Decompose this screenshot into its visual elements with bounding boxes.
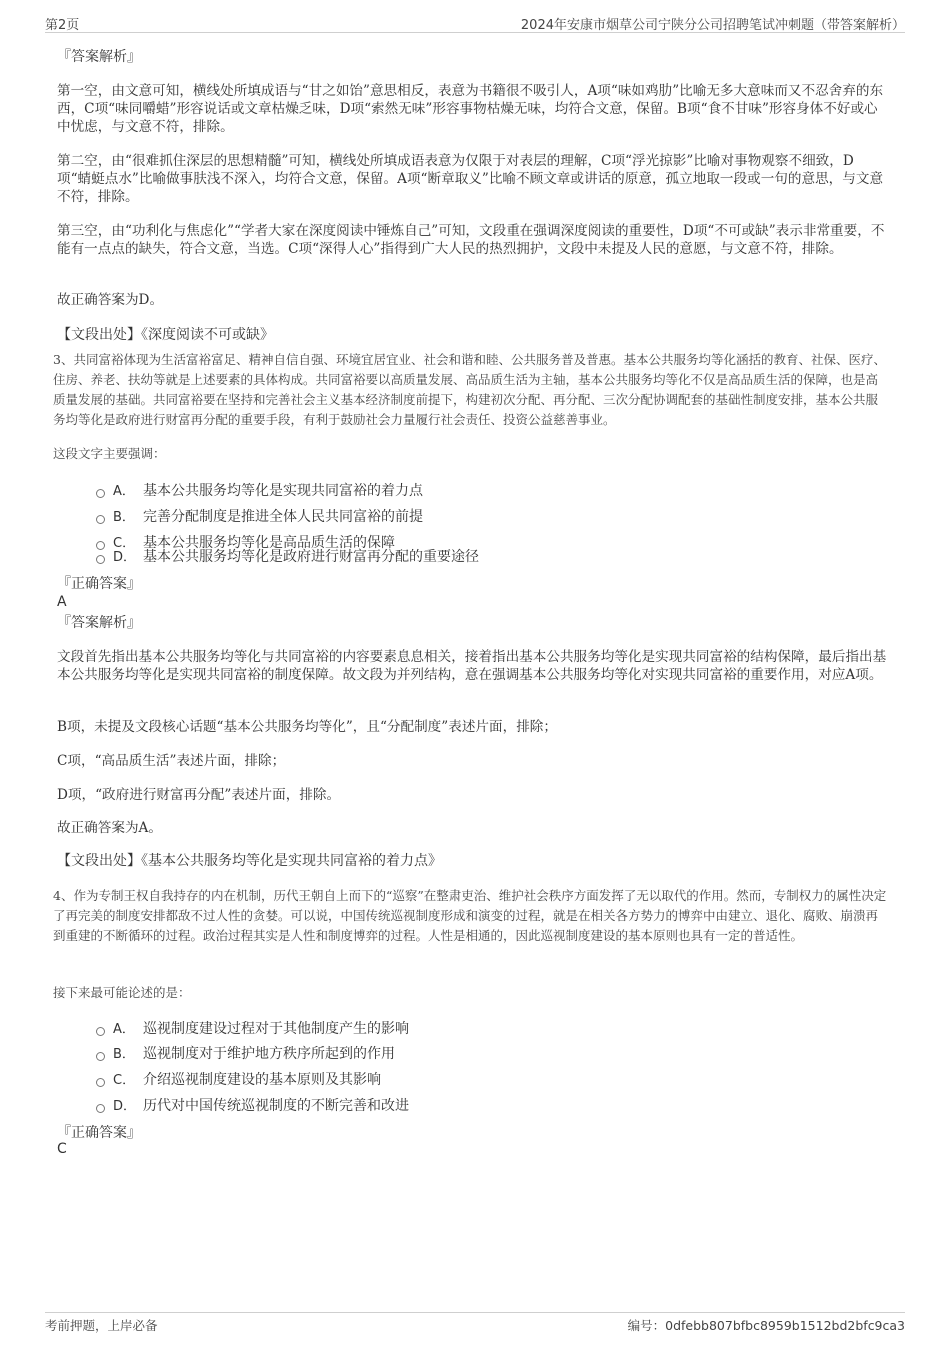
q2-conclusion: 故正确答案为D。 — [57, 292, 164, 308]
page-header — [45, 12, 905, 33]
q3-analysis-paragraph-2: B项，未提及文段核心话题“基本公共服务均等化”，且“分配制度”表述片面，排除； — [57, 719, 557, 735]
q4-prompt: 接下来最可能论述的是： — [53, 985, 191, 1000]
serial-number: 0dfebb807bfbc8959b1512bd2bfc9ca3 — [665, 1318, 905, 1333]
q3-option-d[interactable]: D． 基本公共服务均等化是政府进行财富再分配的重要途径 — [96, 546, 479, 566]
q3-prompt: 这段文字主要强调： — [53, 446, 166, 461]
source-title: 《基本公共服务均等化是实现共同富裕的着力点》 — [141, 853, 442, 869]
source-label: 【文段出处】 — [57, 853, 141, 869]
q3-correct-label: 『正确答案』 — [57, 576, 141, 592]
q3-option-b[interactable]: B． 完善分配制度是推进全体人民共同富裕的前提 — [96, 506, 423, 526]
q3-conclusion: 故正确答案为A。 — [57, 820, 162, 836]
q3-analysis-label: 『答案解析』 — [57, 615, 141, 631]
radio-icon[interactable] — [96, 515, 105, 524]
radio-icon[interactable] — [96, 1027, 105, 1036]
q3-analysis-paragraph-1: 文段首先指出基本公共服务均等化与共同富裕的内容要素息息相关，接着指出基本公共服务均等化是实现共同富裕的结构保障，最后指出基本公共服务均等化是实现共同富裕的制度保障。故文段为并列结构，意在强调基本公共服务均等化对实现共同富裕的重要作用，对应A项。 — [57, 649, 887, 683]
q4-option-b[interactable]: B． 巡视制度对于维护地方秩序所起到的作用 — [96, 1043, 395, 1063]
serial-label: 编号： — [627, 1318, 666, 1333]
radio-icon[interactable] — [96, 1052, 105, 1061]
q3-option-c[interactable]: C． 基本公共服务均等化是高品质生活的保障 — [96, 532, 395, 552]
q4-question-text: 4、作为专制王权自我持存的内在机制，历代王朝自上而下的“巡察”在整肃吏治、维护社会秩序方面发挥了无以取代的作用。然而，专制权力的属性决定了再完美的制度安排都敌不过人性的贪婪。可以说，中国传统巡视制度形成和演变的过程，就是在相关各方势力的博弈中由建立、退化、腐败、崩溃再到重建的不断循环的过程。政治过程其实是人性和制度博弈的过程。人性是相通的，因此巡视制度建设的基本原则也具有一定的普适性。 — [53, 888, 887, 943]
q3-analysis-paragraph-3: C项，“高品质生活”表述片面，排除； — [57, 753, 286, 769]
q4-option-d[interactable]: D． 历代对中国传统巡视制度的不断完善和改进 — [96, 1095, 409, 1115]
q3-question-text: 3、共同富裕体现为生活富裕富足、精神自信自强、环境宜居宜业、社会和谐和睦、公共服务普及普惠。基本公共服务均等化涵括的教育、社保、医疗、住房、养老、扶幼等就是上述要素的具体构成。共同富裕要以高质量发展、高品质生活为主轴，基本公共服务均等化不仅是高品质生活的保障，也是高质量发展的基础。共同富裕要在坚持和完善社会主义基本经济制度前提下，构建初次分配、再分配、三次分配协调配套的基础性制度安排，基本公共服务均等化是政府进行财富再分配的重要手段，有利于鼓励社会力量履行社会责任、投资公益慈善事业。 — [53, 352, 886, 427]
source-label: 【文段出处】 — [57, 327, 141, 343]
q4-option-c[interactable]: C． 介绍巡视制度建设的基本原则及其影响 — [96, 1069, 381, 1089]
radio-icon[interactable] — [96, 1078, 105, 1087]
page-number: 第2页 — [45, 18, 80, 33]
q4-correct-label: 『正确答案』 — [57, 1125, 141, 1141]
source-title: 《深度阅读不可或缺》 — [141, 327, 274, 343]
q4-correct-answer: C — [57, 1141, 67, 1157]
document-title: 2024年安康市烟草公司宁陕分公司招聘笔试冲刺题（带答案解析） — [520, 18, 905, 33]
q2-analysis-paragraph-2: 第二空，由“很难抓住深层的思想精髓”可知，横线处所填成语表意为仅限于对表层的理解，C项“浮光掠影”比喻对事物观察不细致，D项“蜻蜓点水”比喻做事肤浅不深入，均符合文意，保留。A项“断章取义”比喻不顾文章或讲话的原意，孤立地取一段或一句的意思，与文意不符，排除。 — [57, 153, 884, 205]
q2-analysis-paragraph-3: 第三空，由“功利化与焦虑化”“学者大家在深度阅读中锤炼自己”可知，文段重在强调深度阅读的重要性，D项“不可或缺”表示非常重要，不能有一点点的缺失，符合文意，当选。C项“深得人心”指得到广大人民的热烈拥护，文段中未提及人民的意愿，与文意不符，排除。 — [57, 223, 885, 257]
q2-analysis-paragraph-1: 第一空，由文意可知，横线处所填成语与“甘之如饴”意思相反，表意为书籍很不吸引人，A项“味如鸡肋”比喻无多大意味而又不忍舍弃的东西，C项“味同嚼蜡”形容说话或文章枯燥乏味，D项“索然无味”形容事物枯燥无味，均符合文意，保留。B项“食不甘味”形容身体不好或心中忧虑，与文意不符，排除。 — [57, 83, 884, 135]
q3-option-a[interactable]: A． 基本公共服务均等化是实现共同富裕的着力点 — [96, 480, 423, 500]
q2-source — [57, 326, 887, 344]
radio-icon[interactable] — [96, 489, 105, 498]
q2-analysis-label: 『答案解析』 — [57, 49, 141, 65]
q4-option-a[interactable]: A． 巡视制度建设过程对于其他制度产生的影响 — [96, 1018, 409, 1038]
radio-icon[interactable] — [96, 555, 105, 564]
radio-icon[interactable] — [96, 1104, 105, 1113]
page-footer — [45, 1312, 905, 1333]
q3-source — [57, 852, 887, 870]
footer-serial — [628, 1316, 905, 1334]
footer-slogan: 考前押题，上岸必备 — [45, 1318, 158, 1333]
q3-correct-answer: A — [57, 594, 67, 610]
q3-analysis-paragraph-4: D项，“政府进行财富再分配”表述片面，排除。 — [57, 787, 341, 803]
